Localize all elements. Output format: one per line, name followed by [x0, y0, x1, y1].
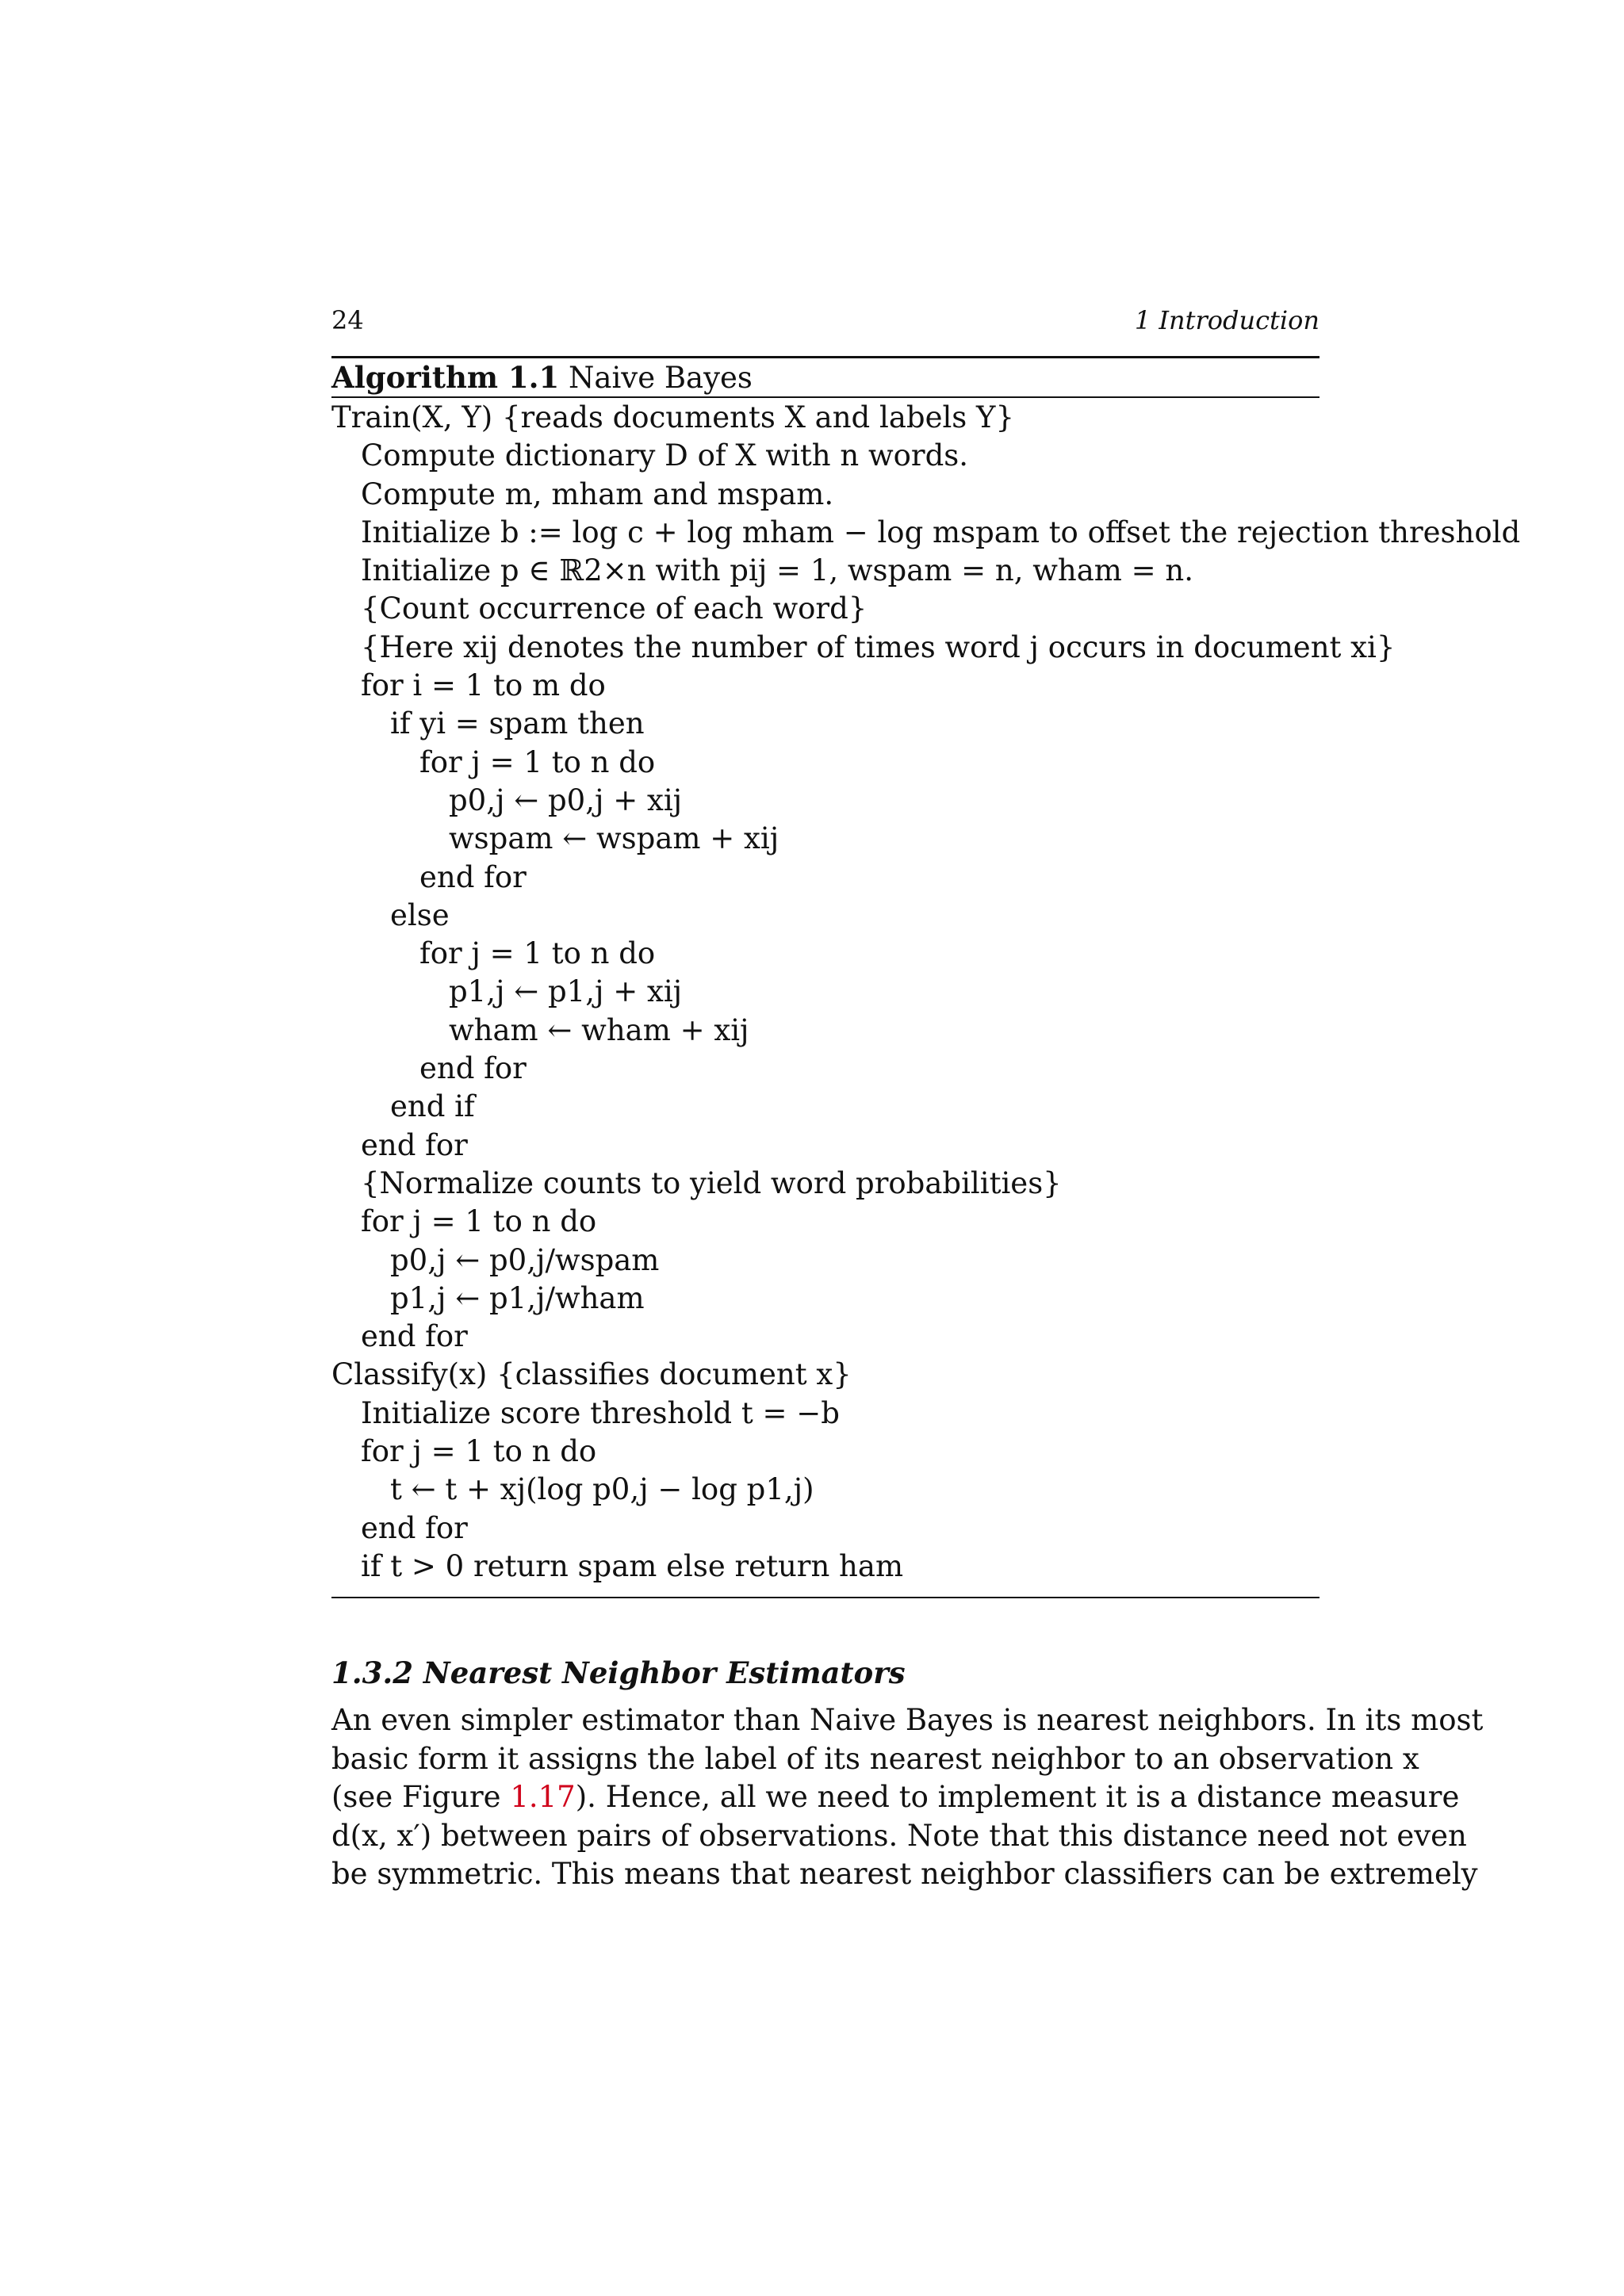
algorithm-line: end for — [419, 859, 527, 894]
algorithm-line: Compute m, mham and mspam. — [361, 476, 834, 511]
algorithm-line: for j = 1 to n do — [419, 936, 656, 971]
algorithm-top-rule — [331, 356, 1320, 358]
algorithm-line: Classify(x) {classifies document x} — [331, 1357, 852, 1392]
algorithm-line: Train(X, Y) {reads documents X and labels Y} — [331, 400, 1015, 434]
algorithm-line: end if — [390, 1089, 475, 1124]
section-paragraph — [331, 1701, 1484, 1894]
algorithm-line: p0,j ← p0,j + xij — [449, 783, 683, 817]
algorithm-line: p1,j ← p1,j/wham — [390, 1280, 645, 1315]
algorithm-line: p0,j ← p0,j/wspam — [390, 1242, 660, 1277]
algorithm-line: for j = 1 to n do — [361, 1204, 597, 1239]
algorithm-line: Compute dictionary D of X with n words. — [361, 438, 969, 473]
figure-reference-link[interactable]: 1.17 — [510, 1780, 576, 1815]
algorithm-line: end for — [419, 1051, 527, 1086]
algorithm-name: Naive Bayes — [569, 361, 753, 395]
algorithm-line: for i = 1 to m do — [361, 668, 606, 703]
algorithm-line: for j = 1 to n do — [361, 1434, 597, 1469]
page-number: 24 — [331, 305, 364, 335]
algorithm-caption-rule — [331, 396, 1320, 398]
algorithm-line: p1,j ← p1,j + xij — [449, 974, 683, 1009]
algorithm-line: else — [390, 897, 450, 932]
algorithm-line: {Here xij denotes the number of times word j occurs in document xi} — [361, 629, 1396, 664]
algorithm-line: Initialize b := log c + log mham − log mspam to offset the rejection threshold — [361, 515, 1521, 549]
algorithm-body — [331, 399, 1521, 1586]
paragraph-line: An even simpler estimator than Naive Bayes is nearest neighbors. In its most — [331, 1703, 1484, 1737]
paragraph-line: d(x, x′) between pairs of observations. Note that this distance need not even — [331, 1818, 1467, 1853]
algorithm-line: {Count occurrence of each word} — [361, 591, 868, 626]
algorithm-line: end for — [361, 1319, 468, 1354]
chapter-title: 1 Introduction — [1134, 305, 1320, 335]
algorithm-line: wham ← wham + xij — [449, 1012, 749, 1047]
algorithm-label: Algorithm 1.1 — [331, 360, 560, 395]
algorithm-caption — [331, 359, 753, 396]
algorithm-line: t ← t + xj(log p0,j − log p1,j) — [390, 1472, 814, 1507]
algorithm-bottom-rule — [331, 1597, 1320, 1598]
paragraph-line: basic form it assigns the label of its nearest neighbor to an observation x — [331, 1741, 1419, 1776]
algorithm-line: if yi = spam then — [390, 706, 645, 741]
paragraph-line: be symmetric. This means that nearest neighbor classifiers can be extremely — [331, 1857, 1478, 1892]
paragraph-line: (see Figure 1.17). Hence, all we need to implement it is a distance measure — [331, 1780, 1460, 1815]
algorithm-line: Initialize p ∈ ℝ2×n with pij = 1, wspam = n, wham = n. — [361, 553, 1194, 588]
algorithm-line: Initialize score threshold t = −b — [361, 1395, 840, 1430]
algorithm-line: end for — [361, 1510, 468, 1545]
section-heading: 1.3.2 Nearest Neighbor Estimators — [331, 1655, 906, 1690]
algorithm-line: for j = 1 to n do — [419, 744, 656, 779]
algorithm-line: wspam ← wspam + xij — [449, 821, 779, 856]
algorithm-line: if t > 0 return spam else return ham — [361, 1548, 904, 1583]
algorithm-line: {Normalize counts to yield word probabilities} — [361, 1165, 1062, 1200]
algorithm-line: end for — [361, 1127, 468, 1162]
